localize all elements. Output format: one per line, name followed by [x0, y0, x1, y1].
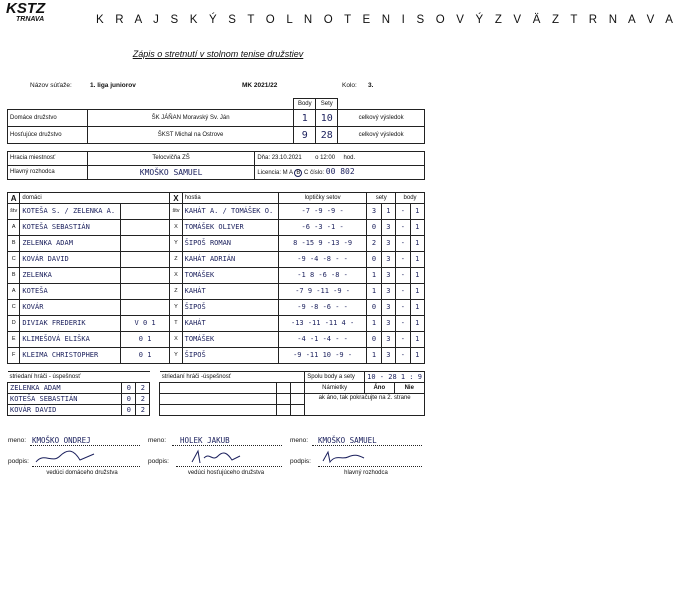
sub-player-1: ZELENKA ADAM: [8, 383, 122, 394]
guest-podpis-line: [176, 466, 282, 467]
home-team-name: ŠK JÁŇAN Moravský Sv. Ján: [87, 110, 293, 127]
match-row: [8, 300, 425, 316]
sets-home: 1: [367, 348, 381, 364]
home-points: 1: [294, 110, 316, 127]
guest-result-label: celkový výsledok: [338, 127, 425, 144]
match-row: [8, 220, 425, 236]
home-player: KLIMEŠOVÁ ELIŠKA: [20, 332, 121, 348]
row-code-guest: X: [170, 268, 182, 284]
license-label: Licencia: M A: [257, 170, 293, 176]
referee-podpis-label: podpis:: [290, 458, 311, 465]
sub-player-2-wins: 0: [122, 394, 136, 405]
match-row: [8, 332, 425, 348]
logo-text: KSTZ: [6, 0, 46, 17]
round-value: 3.: [368, 82, 374, 89]
date-cell: [255, 152, 425, 166]
continue-note: ak áno, tak pokračujte na 2. strane: [305, 394, 425, 416]
guest-player: TOMÁŠEK OLIVER: [182, 220, 278, 236]
match-row: [8, 316, 425, 332]
set-scores: -9 -11 10 -9 -: [278, 348, 366, 364]
row-code-guest: Y: [170, 348, 182, 364]
sets-home: 1: [367, 268, 381, 284]
guest-podpis-label: podpis:: [148, 458, 169, 465]
set-scores: -9 -8 -6 - -: [278, 300, 366, 316]
remarks-yes[interactable]: Áno: [365, 383, 394, 394]
points-home: -: [396, 332, 410, 348]
guest-team-label: Hosťujúce družstvo: [8, 127, 88, 144]
set-scores: -7 9 -11 -9 -: [278, 284, 366, 300]
sets-guest: 3: [381, 316, 395, 332]
set-scores: -7 -9 -9 -: [278, 204, 366, 220]
competition-label: Názov súťaže:: [30, 82, 72, 89]
home-player: KLEIMA CHRISTOPHER: [20, 348, 121, 364]
row-code-guest: T: [170, 316, 182, 332]
sub-player-2-losses: 2: [136, 394, 150, 405]
points-home: -: [396, 252, 410, 268]
sets-guest: 3: [381, 300, 395, 316]
guest-player: ŠIPOŠ: [182, 348, 278, 364]
points-guest: 1: [410, 316, 425, 332]
row-code: štv: [8, 204, 20, 220]
home-player: KOVÁR: [20, 300, 121, 316]
set-scores: -9 -4 -8 - -: [278, 252, 366, 268]
sets-guest: 3: [381, 268, 395, 284]
home-player: KOVÁR DAVID: [20, 252, 121, 268]
set-scores: -13 -11 -11 4 -: [278, 316, 366, 332]
home-meno-line: [30, 445, 140, 446]
competition-name: 1. liga juniorov: [90, 82, 136, 89]
sets-home: 3: [367, 204, 381, 220]
total-label: Spolu body a sety: [305, 372, 365, 383]
time-label: o: [315, 155, 319, 161]
match-table: [7, 192, 425, 364]
guest-player: ŠIPOŠ ROMAN: [182, 236, 278, 252]
points-guest: 1: [410, 268, 425, 284]
match-row: [8, 284, 425, 300]
points-guest: 1: [410, 204, 425, 220]
points-guest: 1: [410, 284, 425, 300]
guest-player: KAHÁT: [182, 284, 278, 300]
sets-guest: 3: [381, 284, 395, 300]
sets-guest: 3: [381, 348, 395, 364]
points-home: -: [396, 236, 410, 252]
time-unit: hod.: [343, 155, 356, 161]
license-cell: [255, 166, 425, 180]
row-code-guest: Z: [170, 252, 182, 268]
match-row: [8, 348, 425, 364]
home-subs-label: striedaní hráči - úspešnosť: [8, 372, 150, 383]
home-player-sub: [120, 220, 169, 236]
home-player: KOTEŠA: [20, 284, 121, 300]
row-code: F: [8, 348, 20, 364]
venue-label: Hracia miestnosť: [8, 152, 88, 166]
points-home: -: [396, 316, 410, 332]
home-player-sub: [120, 204, 169, 220]
guest-player: KAHÁT ADRIÁN: [182, 252, 278, 268]
row-code-guest: X: [170, 332, 182, 348]
referee-label: Hlavný rozhodca: [8, 166, 88, 180]
number-value: 00 802: [325, 167, 355, 176]
home-podpis-line: [32, 466, 140, 467]
guest-player: TOMÁŠEK: [182, 332, 278, 348]
points-home: -: [396, 204, 410, 220]
referee-signature: [320, 448, 370, 466]
document-subtitle: Zápis o stretnutí v stolnom tenise družstiev: [132, 49, 304, 59]
sets-home: 1: [367, 316, 381, 332]
row-code-guest: X: [170, 220, 182, 236]
home-letter: A: [8, 193, 20, 204]
home-player: KOTEŠA S. / ZELENKA A.: [20, 204, 121, 220]
match-row: [8, 236, 425, 252]
points-guest: 1: [410, 236, 425, 252]
points-guest: 1: [410, 220, 425, 236]
sets-col-header: Sety: [316, 99, 338, 110]
guest-player: KAHÁT A. / TOMÁŠEK O.: [182, 204, 278, 220]
federation-title: K R A J S K Ý S T O L N O T E N I S O V Ý Z V Ä Z T R N A V A: [96, 14, 677, 26]
date-label: Dňa:: [257, 155, 271, 161]
home-player: KOTEŠA SEBASTIÁN: [20, 220, 121, 236]
teams-table: [7, 98, 425, 144]
home-player: ZELENKA ADAM: [20, 236, 121, 252]
referee-name: KMOŠKO SAMUEL: [318, 436, 377, 445]
guest-meno-label: meno:: [148, 437, 167, 444]
points-home: -: [396, 284, 410, 300]
guest-subs-label: striedaní hráči -úspešnosť: [160, 372, 305, 383]
remarks-no[interactable]: Nie: [394, 383, 425, 394]
license-class-c: C: [304, 170, 309, 176]
home-meno-label: meno:: [8, 437, 27, 444]
kstz-logo: [6, 2, 66, 36]
points-guest: 1: [410, 332, 425, 348]
set-scores: -1 8 -6 -8 -: [278, 268, 366, 284]
guest-team-name: ŠKST Michal na Ostrove: [87, 127, 293, 144]
guest-meno-line: [172, 445, 282, 446]
venue-value: Telocvičňa ZŠ: [87, 152, 254, 166]
sets-header: sety: [367, 193, 396, 204]
guest-sets: 28: [316, 127, 338, 144]
sets-guest: 3: [381, 252, 395, 268]
home-player-sub: 0 1: [120, 332, 169, 348]
referee-meno-label: meno:: [290, 437, 309, 444]
round-label: Kolo:: [342, 82, 357, 89]
home-result-label: celkový výsledok: [338, 110, 425, 127]
row-code: D: [8, 316, 20, 332]
match-row: [8, 268, 425, 284]
sets-home: 2: [367, 236, 381, 252]
points-guest: 1: [410, 348, 425, 364]
home-leader-name: KMOŠKO ONDREJ: [32, 436, 91, 445]
home-col-header: domáci: [20, 193, 170, 204]
competition-code: MK 2021/22: [242, 82, 278, 89]
row-code: A: [8, 284, 20, 300]
referee-caption: hlavný rozhodca: [344, 470, 388, 476]
points-guest: 1: [410, 252, 425, 268]
guest-player: KAHÁT: [182, 316, 278, 332]
sub-player-2: KOTEŠA SEBASTIÁN: [8, 394, 122, 405]
home-podpis-label: podpis:: [8, 458, 29, 465]
guest-col-header: hostia: [182, 193, 278, 204]
logo-subtext: TRNAVA: [16, 16, 45, 23]
sets-guest: 3: [381, 332, 395, 348]
remarks-label: Námietky: [305, 383, 365, 394]
sets-home: 1: [367, 284, 381, 300]
sub-player-1-wins: 0: [122, 383, 136, 394]
guest-leader-caption: vedúci hosťujúceho družstva: [187, 470, 265, 476]
sets-guest: 3: [381, 220, 395, 236]
row-code: B: [8, 268, 20, 284]
points-home: -: [396, 300, 410, 316]
sub-player-3-losses: 2: [136, 405, 150, 416]
guest-player: TOMÁŠEK: [182, 268, 278, 284]
set-scores: 8 -15 9 -13 -9: [278, 236, 366, 252]
set-scores: -6 -3 -1 -: [278, 220, 366, 236]
points-col-header: Body: [294, 99, 316, 110]
points-home: -: [396, 268, 410, 284]
match-row: [8, 252, 425, 268]
sets-guest: 3: [381, 236, 395, 252]
sets-home: 0: [367, 332, 381, 348]
home-player-sub: [120, 268, 169, 284]
guest-points: 9: [294, 127, 316, 144]
home-player-sub: 0 1: [120, 348, 169, 364]
referee-podpis-line: [318, 466, 422, 467]
subs-table: [7, 371, 425, 416]
home-player-sub: [120, 284, 169, 300]
total-value: 10 - 28 1 : 9: [365, 372, 425, 383]
home-player-sub: [120, 300, 169, 316]
home-player: ZELENKA: [20, 268, 121, 284]
sets-home: 0: [367, 300, 381, 316]
row-code: C: [8, 252, 20, 268]
row-code: A: [8, 220, 20, 236]
row-code: E: [8, 332, 20, 348]
sub-player-3: KOVÁR DAVID: [8, 405, 122, 416]
home-player-sub: [120, 236, 169, 252]
time-value: 12:00: [320, 155, 336, 161]
points-home: -: [396, 348, 410, 364]
guest-leader-name: HOLEK JAKUB: [180, 436, 230, 445]
number-label: číslo:: [310, 170, 325, 176]
home-player: DIVIAK FREDERIK: [20, 316, 121, 332]
row-code-guest: štv: [170, 204, 182, 220]
points-header: body: [396, 193, 425, 204]
home-player-sub: [120, 252, 169, 268]
points-guest: 1: [410, 300, 425, 316]
date-value: 23.10.2021: [271, 155, 302, 161]
sets-guest: 1: [381, 204, 395, 220]
home-player-sub: V 0 1: [120, 316, 169, 332]
sub-player-3-wins: 0: [122, 405, 136, 416]
home-sets: 10: [316, 110, 338, 127]
home-signature: [34, 448, 104, 466]
row-code: B: [8, 236, 20, 252]
referee-meno-line: [312, 445, 422, 446]
license-class-circled: B: [296, 170, 301, 176]
guest-player: ŠIPOŠ: [182, 300, 278, 316]
guest-signature: [188, 448, 248, 466]
row-code-guest: Z: [170, 284, 182, 300]
points-home: -: [396, 220, 410, 236]
sets-home: 0: [367, 220, 381, 236]
set-balls-header: loptičky setov: [278, 193, 366, 204]
set-scores: -4 -1 -4 - -: [278, 332, 366, 348]
sets-home: 0: [367, 252, 381, 268]
referee-value: KMOŠKO SAMUEL: [87, 166, 254, 180]
home-team-label: Domáce družstvo: [8, 110, 88, 127]
home-leader-caption: vedúci domáceho družstva: [46, 470, 118, 476]
sub-player-1-losses: 2: [136, 383, 150, 394]
row-code: C: [8, 300, 20, 316]
venue-table: [7, 151, 425, 180]
match-row: [8, 204, 425, 220]
guest-letter: X: [170, 193, 182, 204]
row-code-guest: Y: [170, 236, 182, 252]
row-code-guest: Y: [170, 300, 182, 316]
